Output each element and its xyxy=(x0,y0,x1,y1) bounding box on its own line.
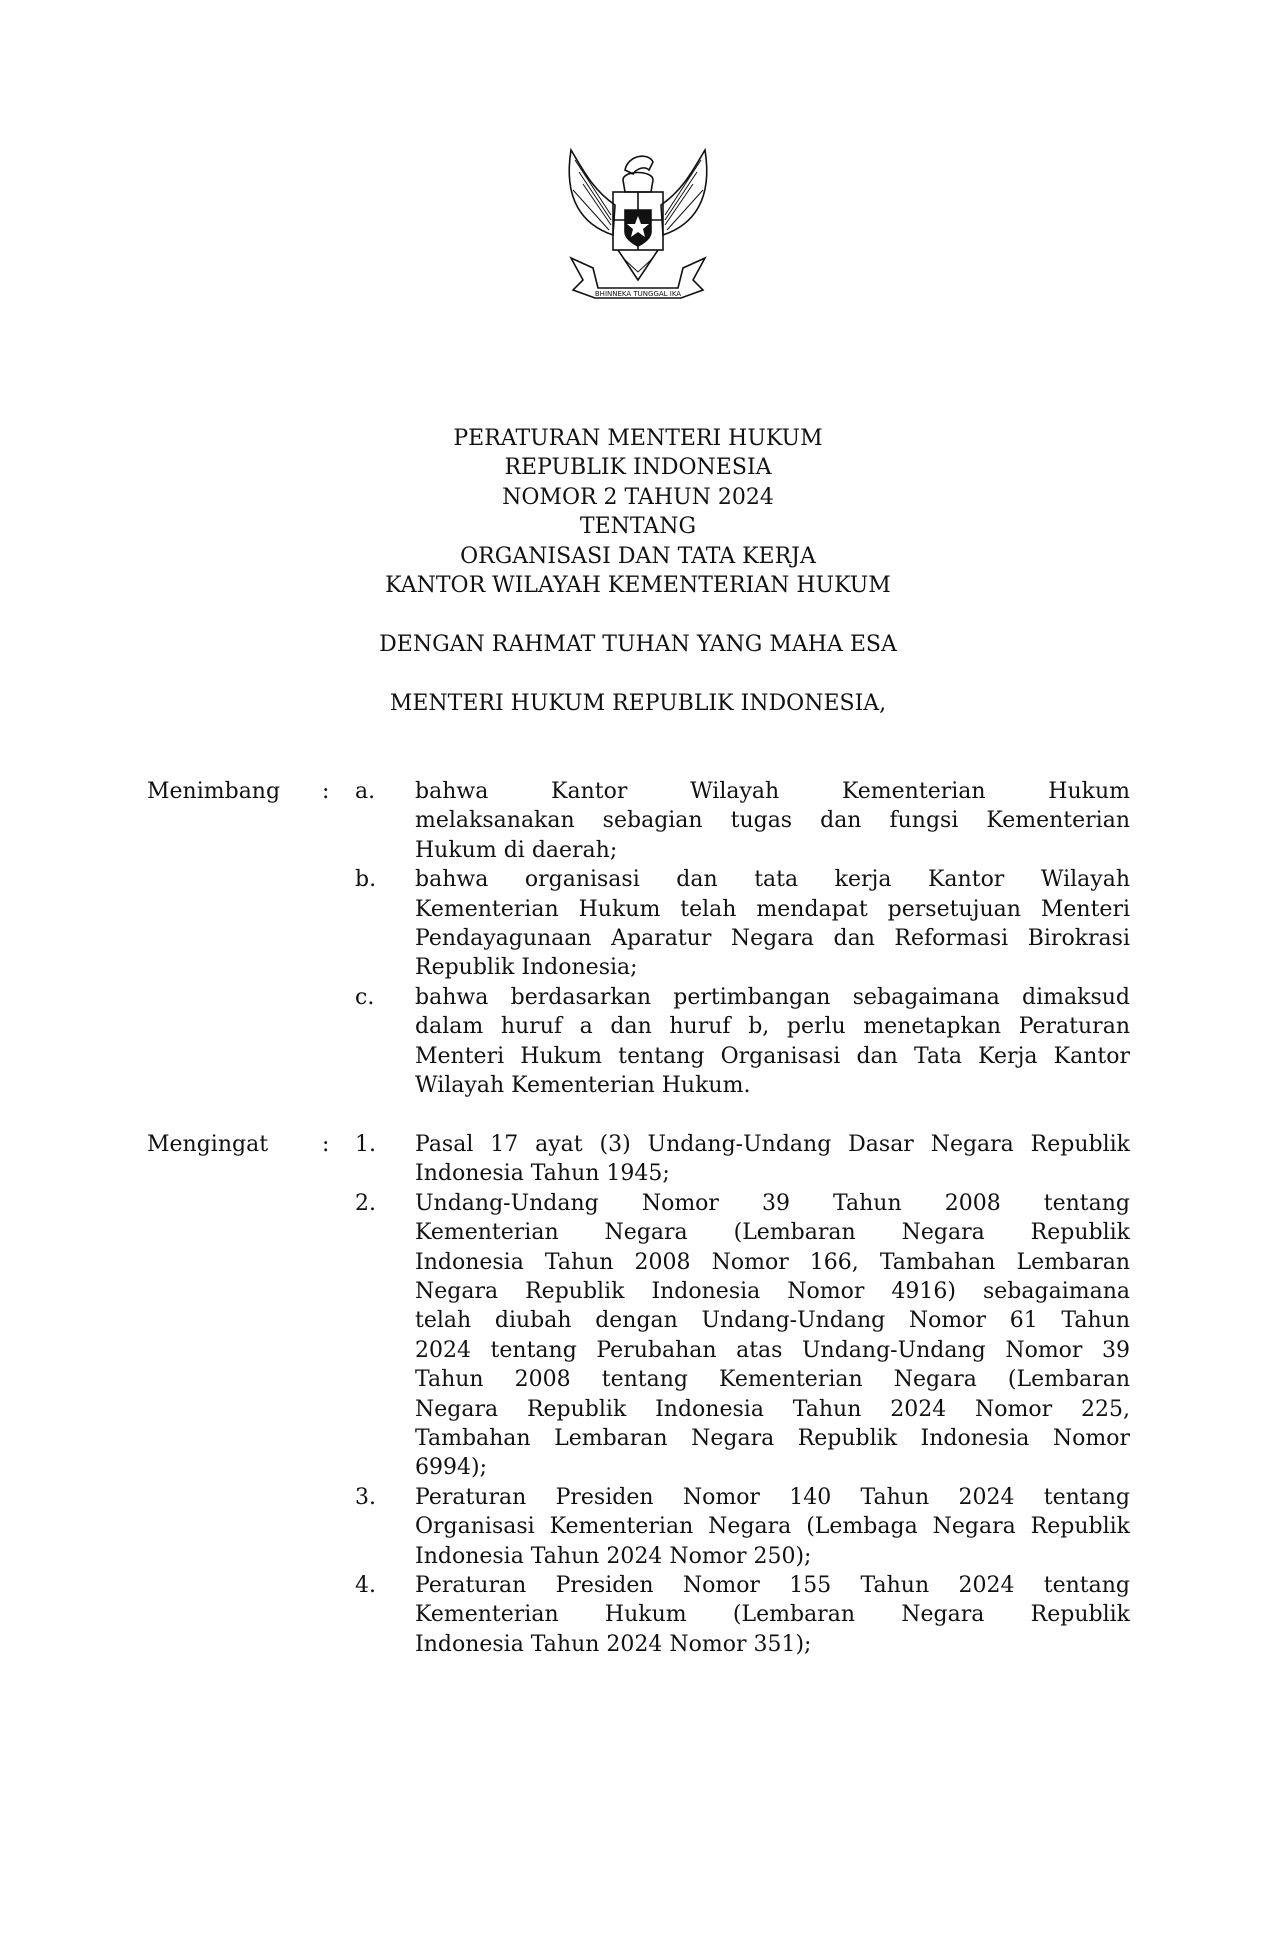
list-item xyxy=(415,865,1130,983)
list-item-marker: a. xyxy=(355,779,376,804)
list-item xyxy=(415,1189,1130,1483)
list-item-line: Kementerian Negara (Lembaran Negara Republik xyxy=(415,1220,1130,1246)
list-item-line: Kementerian Hukum telah mendapat persetujuan Menteri xyxy=(415,896,1130,922)
list-item-marker: c. xyxy=(355,984,375,1010)
list-item-line: Indonesia Tahun 2024 Nomor 250); xyxy=(415,1543,812,1569)
title-line: REPUBLIK INDONESIA xyxy=(504,455,772,481)
section-colon: : xyxy=(322,1132,330,1157)
list-item-line: Wilayah Kementerian Hukum. xyxy=(415,1072,751,1098)
svg-text:BHINNEKA TUNGGAL IKA: BHINNEKA TUNGGAL IKA xyxy=(594,290,682,298)
section-label: Menimbang xyxy=(147,779,281,804)
list-item-line: Negara Republik Indonesia Nomor 4916) sebagaimana xyxy=(415,1278,1130,1304)
title-line: NOMOR 2 TAHUN 2024 xyxy=(502,484,774,510)
list-item-line: Indonesia Tahun 2008 Nomor 166, Tambahan Lembaran xyxy=(415,1249,1130,1275)
list-item-marker: 3. xyxy=(355,1484,376,1510)
list-item-line: Peraturan Presiden Nomor 140 Tahun 2024 tentang xyxy=(415,1484,1130,1510)
list-item-line: Pasal 17 ayat (3) Undang-Undang Dasar Negara Republik xyxy=(415,1132,1130,1157)
list-item-line: bahwa Kantor Wilayah Kementerian Hukum xyxy=(415,779,1130,804)
list-item-marker: 1. xyxy=(355,1132,376,1157)
list-item-line: Undang-Undang Nomor 39 Tahun 2008 tentang xyxy=(415,1190,1130,1216)
list-item-line: Negara Republik Indonesia Tahun 2024 Nomor 225, xyxy=(415,1396,1130,1422)
invocation: DENGAN RAHMAT TUHAN YANG MAHA ESA xyxy=(379,632,897,657)
list-item-line: Pendayagunaan Aparatur Negara dan Reformasi Birokrasi xyxy=(415,925,1130,951)
list-item-line: Tambahan Lembaran Negara Republik Indonesia Nomor xyxy=(415,1425,1130,1451)
garuda-pancasila-emblem-icon xyxy=(553,140,723,308)
list-item-line: 6994); xyxy=(415,1455,487,1481)
list-item-line: dalam huruf a dan huruf b, perlu menetapkan Peraturan xyxy=(415,1014,1130,1040)
list-item-line: Indonesia Tahun 2024 Nomor 351); xyxy=(415,1631,812,1657)
title-line: PERATURAN MENTERI HUKUM xyxy=(453,426,823,451)
list-item-marker: 2. xyxy=(355,1190,376,1216)
list-item-line: Tahun 2008 tentang Kementerian Negara (Lembaran xyxy=(415,1367,1130,1393)
section-label: Mengingat xyxy=(147,1132,269,1157)
list-item-line: melaksanakan sebagian tugas dan fungsi Kementerian xyxy=(415,808,1130,834)
list-item-line: Peraturan Presiden Nomor 155 Tahun 2024 tentang xyxy=(415,1573,1130,1598)
list-item xyxy=(415,777,1130,865)
list-item-line: bahwa organisasi dan tata kerja Kantor Wilayah xyxy=(415,867,1130,893)
title-line: ORGANISASI DAN TATA KERJA xyxy=(460,543,816,569)
section-colon: : xyxy=(322,779,330,804)
list-item xyxy=(415,1130,1130,1189)
list-item-line: Indonesia Tahun 1945; xyxy=(415,1161,670,1187)
list-item-line: telah diubah dengan Undang-Undang Nomor 61 Tahun xyxy=(415,1308,1130,1334)
list-item-marker: b. xyxy=(355,867,377,893)
list-item xyxy=(415,1483,1130,1571)
title-line: KANTOR WILAYAH KEMENTERIAN HUKUM xyxy=(385,573,891,598)
list-item xyxy=(415,1571,1130,1659)
list-item-line: Hukum di daerah; xyxy=(415,837,618,863)
list-item-line: Kementerian Hukum (Lembaran Negara Republik xyxy=(415,1602,1130,1628)
list-item-line: Republik Indonesia; xyxy=(415,955,638,981)
list-item-line: Menteri Hukum tentang Organisasi dan Tata Kerja Kantor xyxy=(415,1043,1130,1069)
list-item-marker: 4. xyxy=(355,1573,376,1598)
list-item xyxy=(415,983,1130,1101)
issuer: MENTERI HUKUM REPUBLIK INDONESIA, xyxy=(389,691,887,716)
title-line: TENTANG xyxy=(579,514,697,540)
list-item-line: 2024 tentang Perubahan atas Undang-Undang Nomor 39 xyxy=(415,1337,1130,1363)
list-item-line: bahwa berdasarkan pertimbangan sebagaimana dimaksud xyxy=(415,984,1130,1010)
list-item-line: Organisasi Kementerian Negara (Lembaga Negara Republik xyxy=(415,1514,1130,1540)
